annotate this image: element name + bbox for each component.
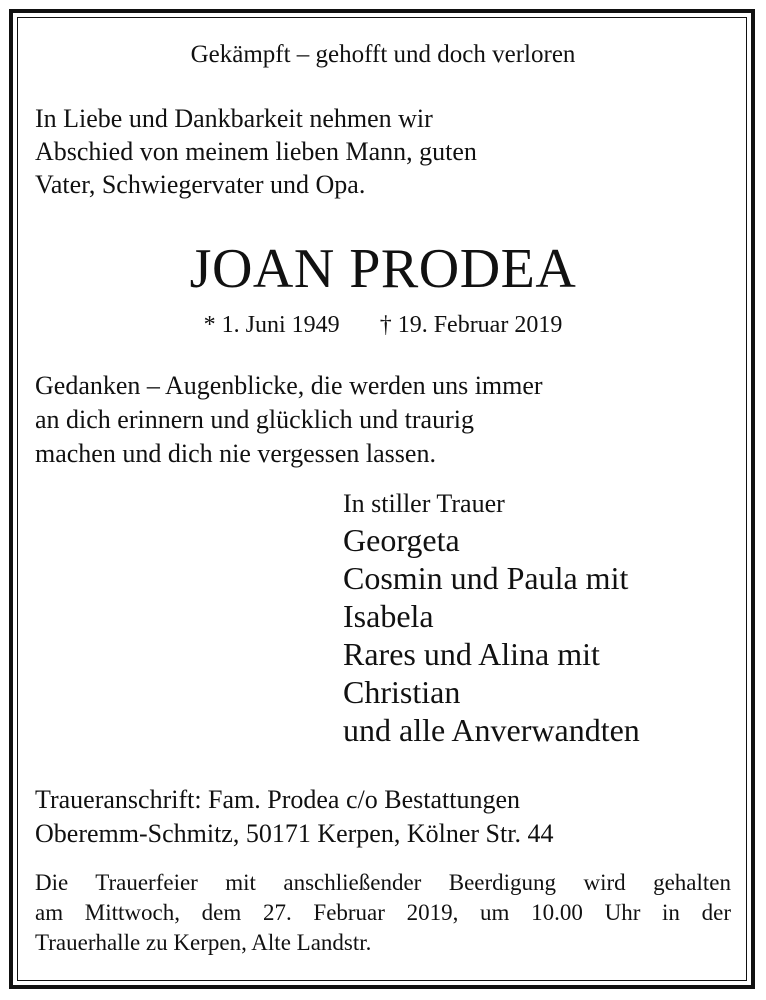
ceremony-line: Trauerhalle zu Kerpen, Alte Landstr.	[35, 930, 372, 955]
funeral-ceremony-info	[35, 868, 731, 958]
mourner-name: Cosmin und Paula mit	[343, 560, 629, 596]
life-dates	[0, 309, 766, 341]
mourner-name: Isabela	[343, 598, 434, 634]
address-line: Oberemm-Schmitz, 50171 Kerpen, Kölner Str. 44	[35, 819, 554, 848]
address-line: Traueranschrift: Fam. Prodea c/o Bestattungen	[35, 785, 520, 814]
quote-line: an dich erinnern und glücklich und traurig	[35, 405, 474, 434]
quote-line: machen und dich nie vergessen lassen.	[35, 439, 436, 468]
mourning-label: In stiller Trauer	[343, 489, 505, 518]
birth-date: * 1. Juni 1949	[203, 312, 340, 338]
quote-line: Gedanken – Augenblicke, die werden uns immer	[35, 371, 543, 400]
ceremony-line: Die Trauerfeier mit anschließender Beerdigung wird gehalten	[35, 870, 731, 895]
memorial-quote	[35, 369, 543, 471]
motto-line: Gekämpft – gehofft und doch verloren	[190, 41, 576, 68]
intro-line: Abschied von meinem lieben Mann, guten	[35, 137, 477, 166]
mourner-name: Rares und Alina mit	[343, 636, 600, 672]
intro-line: In Liebe und Dankbarkeit nehmen wir	[35, 104, 433, 133]
mourning-address	[35, 783, 553, 851]
mourner-name: Christian	[343, 674, 461, 710]
mourner-name: Georgeta	[343, 522, 460, 558]
deceased-name: JOAN PRODEA	[189, 238, 577, 300]
mourners-block	[343, 487, 640, 749]
intro-text	[35, 102, 477, 201]
mourner-name: und alle Anverwandten	[343, 712, 640, 748]
ceremony-line: am Mittwoch, dem 27. Februar 2019, um 10.00 Uhr in der	[35, 900, 731, 925]
intro-line: Vater, Schwiegervater und Opa.	[35, 170, 366, 199]
death-date: † 19. Februar 2019	[379, 312, 563, 338]
